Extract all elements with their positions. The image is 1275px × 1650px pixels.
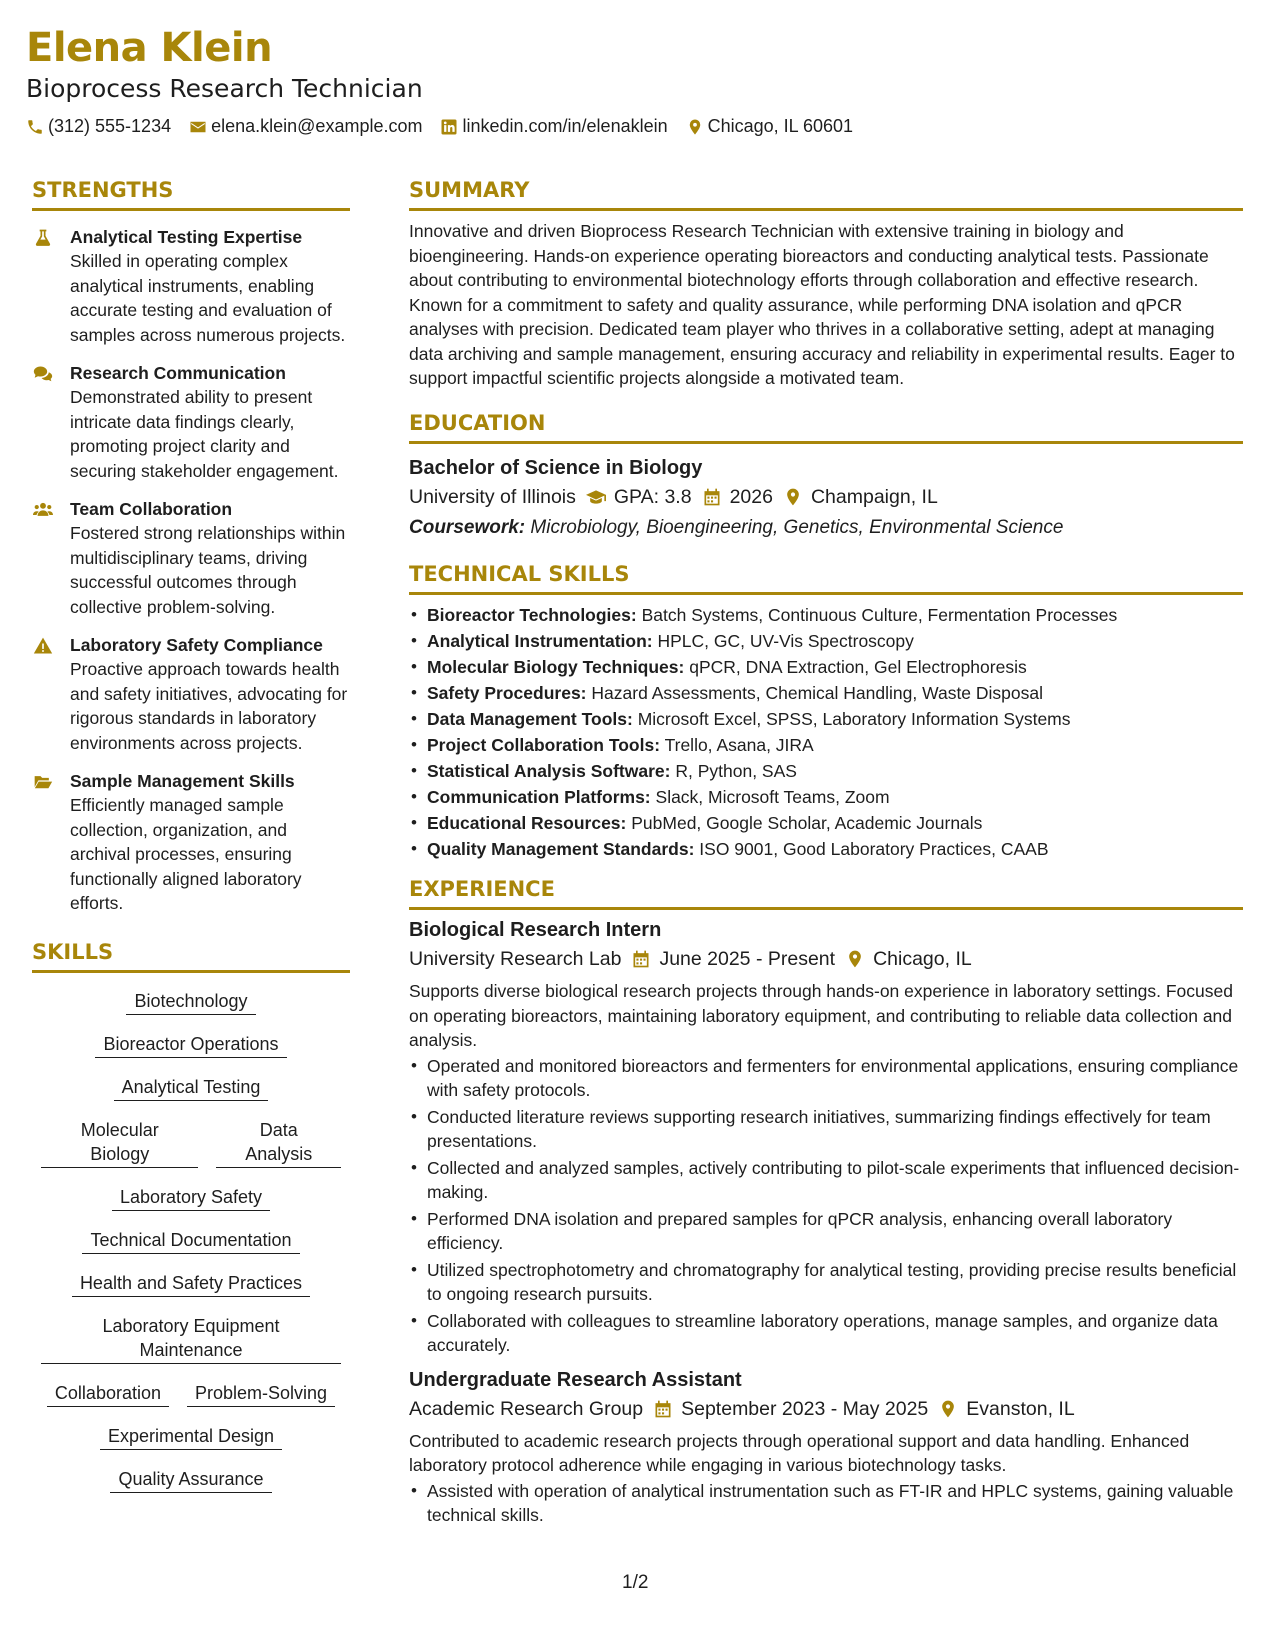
experience-heading: EXPERIENCE [409,875,1243,910]
strength-desc: Skilled in operating complex analytical instruments, enabling accurate testing and evaluation of samples across numerous projects. [70,251,346,345]
left-column [32,176,350,1510]
job-bullets [409,1479,1243,1528]
location-pin-icon [845,949,865,969]
list-item: • Safety Procedures: Hazard Assessments, Chemical Handling, Waste Disposal [409,681,1243,706]
resume-header [26,22,1226,137]
skill-tag: Technical Documentation [82,1228,299,1254]
right-column [409,176,1243,1530]
education-meta [409,482,1243,512]
graduation-cap-icon [586,487,606,507]
job-meta [409,944,1243,974]
strength-desc: Demonstrated ability to present intricate data findings clearly, promoting project clarity and securing stakeholder engagement. [70,387,339,481]
list-item: • Assisted with operation of analytical instrumentation such as FT-IR and HPLC systems, gaining valuable technical skills. [409,1479,1243,1528]
folder-open-icon [32,772,54,792]
skill-tag: Analytical Testing [114,1075,269,1101]
location-pin-icon [938,1399,958,1419]
envelope-icon [189,118,207,136]
gpa: GPA: 3.8 [613,485,692,508]
list-item: • Bioreactor Technologies: Batch Systems, Continuous Culture, Fermentation Processes [409,603,1243,628]
contact-linkedin[interactable]: linkedin.com/in/elenaklein [440,116,667,137]
location-pin-icon [783,487,803,507]
technical-skills-list [409,603,1243,862]
list-item: • Data Management Tools: Microsoft Excel, SPSS, Laboratory Information Systems [409,707,1243,732]
skill-tag: Data Analysis [216,1118,341,1168]
job-dates: September 2023 - May 2025 [681,1397,929,1420]
calendar-icon [631,949,651,969]
list-item: • Collaborated with colleagues to streamline laboratory operations, manage samples, and organize data accurately. [409,1309,1243,1358]
strength-title: Research Communication [70,363,286,383]
strength-title: Analytical Testing Expertise [70,227,303,247]
strength-item [32,769,350,916]
warning-icon [32,636,54,656]
job-dates: June 2025 - Present [659,948,836,970]
strength-desc: Proactive approach towards health and safety initiatives, advocating for rigorous standards in laboratory environments across projects. [70,659,348,753]
job-title: Undergraduate Research Assistant [409,1368,742,1391]
job-location: Chicago, IL [873,948,972,970]
school-location: Champaign, IL [810,485,938,508]
skill-tag: Biotechnology [126,989,255,1015]
list-item: • Educational Resources: PubMed, Google Scholar, Academic Journals [409,811,1243,836]
degree-title: Bachelor of Science in Biology [409,456,703,479]
technical-skills-heading: TECHNICAL SKILLS [409,560,1243,595]
list-item: • Quality Management Standards: ISO 9001, Good Laboratory Practices, CAAB [409,837,1243,862]
skills-heading: SKILLS [32,938,350,973]
comments-icon [32,364,54,384]
skill-tag: Quality Assurance [110,1467,271,1493]
list-item: • Molecular Biology Techniques: qPCR, DNA Extraction, Gel Electrophoresis [409,655,1243,680]
list-item: • Collected and analyzed samples, actively contributing to pilot-scale experiments that influenced decision-making. [409,1156,1243,1205]
candidate-name: Elena Klein [26,25,273,71]
list-item: • Statistical Analysis Software: R, Python, SAS [409,759,1243,784]
strength-item [32,497,350,619]
flask-icon [32,228,54,248]
list-item: • Communication Platforms: Slack, Microsoft Teams, Zoom [409,785,1243,810]
strength-item [32,361,350,483]
skill-tag: Bioreactor Operations [95,1032,286,1058]
job-entry [409,1366,1243,1528]
job-location: Evanston, IL [966,1397,1075,1420]
users-icon [32,500,54,520]
candidate-role: Bioprocess Research Technician [26,74,423,103]
skill-tag: Molecular Biology [41,1118,198,1168]
summary-text: Innovative and driven Bioprocess Research Technician with extensive training in biology and bioengineering. Hands-on experience operating bioreactors and conducting analytical tests. Passionate about contributing to environmental biotechnology efforts through collaboration and effective research. Known for a commitment to safety and quality assurance, while performing DNA isolation and qPCR analyses with precision. Dedicated team player who thrives in a collaborative setting, adept at managing data archiving and sample management, ensuring accuracy and reliability in experimental results. Eager to support impactful scientific projects alongside a motivated team. [409,221,1235,388]
skill-tag: Problem-Solving [187,1381,335,1407]
calendar-icon [653,1399,673,1419]
strength-title: Team Collaboration [70,499,233,519]
list-item: • Conducted literature reviews supporting research initiatives, summarizing findings effectively for team presentations. [409,1105,1243,1154]
calendar-icon [702,487,722,507]
skill-tag: Experimental Design [100,1424,282,1450]
linkedin-icon [440,118,458,136]
contact-bar [26,116,1226,137]
job-desc: Supports diverse biological research projects through hands-on experience in laboratory settings. Focused on operating bioreactors, maintaining laboratory equipment, and contributing to reliable data collection and analysis. [409,981,1233,1050]
contact-location: Chicago, IL 60601 [686,116,853,137]
school-name: University of Illinois [409,485,576,508]
summary-heading: SUMMARY [409,176,1243,211]
list-item: • Utilized spectrophotometry and chromatography for analytical testing, providing precise results beneficial to ongoing research pursuits. [409,1258,1243,1307]
location-pin-icon [686,118,704,136]
skill-tag: Collaboration [47,1381,169,1407]
grad-year: 2026 [729,485,773,508]
coursework: Coursework: Microbiology, Bioengineering, Genetics, Environmental Science [409,516,1064,538]
strength-title: Sample Management Skills [70,771,295,791]
strength-title: Laboratory Safety Compliance [70,635,323,655]
list-item: • Operated and monitored bioreactors and fermenters for environmental applications, ensuring compliance with safety protocols. [409,1054,1243,1103]
strength-item [32,225,350,347]
job-bullets [409,1054,1243,1358]
contact-email[interactable]: elena.klein@example.com [189,116,422,137]
strength-item [32,633,350,755]
education-heading: EDUCATION [409,409,1243,444]
skill-tag: Laboratory Safety [112,1185,270,1211]
job-org: Academic Research Group [409,1397,644,1420]
list-item: • Performed DNA isolation and prepared samples for qPCR analysis, enhancing overall laboratory efficiency. [409,1207,1243,1256]
job-title: Biological Research Intern [409,919,662,941]
list-item: • Project Collaboration Tools: Trello, Asana, JIRA [409,733,1243,758]
job-meta [409,1394,1243,1424]
skill-tag: Laboratory Equipment Maintenance [41,1314,341,1364]
strength-desc: Efficiently managed sample collection, organization, and archival processes, ensuring functionally aligned laboratory efforts. [70,795,302,913]
job-org: University Research Lab [409,948,622,970]
strengths-heading: STRENGTHS [32,176,350,211]
list-item: • Analytical Instrumentation: HPLC, GC, UV-Vis Spectroscopy [409,629,1243,654]
skills-list [32,989,350,1493]
page-number: 1/2 [622,1572,649,1593]
contact-phone: (312) 555-1234 [26,116,171,137]
phone-icon [26,118,44,136]
job-desc: Contributed to academic research projects through operational support and data handling. Enhanced laboratory protocol adherence while engaging in various biotechnology tasks. [409,1430,1190,1475]
job-entry [409,916,1243,1358]
skill-tag: Health and Safety Practices [72,1271,310,1297]
strength-desc: Fostered strong relationships within multidisciplinary teams, driving successful outcomes through collective problem-solving. [70,523,346,617]
